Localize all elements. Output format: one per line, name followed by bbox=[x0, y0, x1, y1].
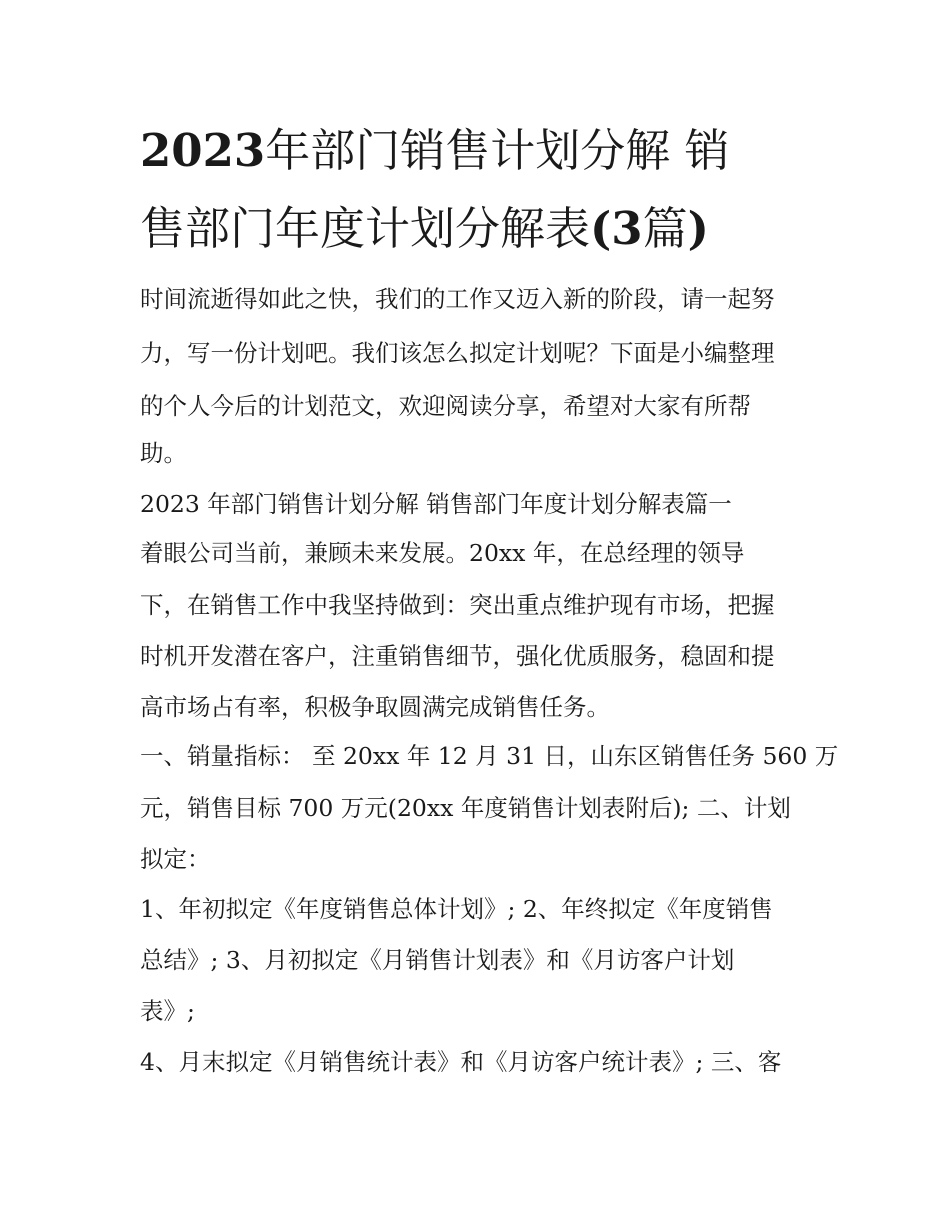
title-close-paren: ) bbox=[687, 202, 709, 255]
title-line-2-text: 售部门年度计划分解表 bbox=[140, 202, 591, 255]
title-line-1 bbox=[140, 112, 820, 190]
body-line: 高市场占有率，积极争取圆满完成销售任务。 bbox=[140, 693, 610, 721]
title-line-2 bbox=[140, 190, 820, 268]
body-line: 总结》; 3、月初拟定《月销售计划表》和《月访客户计划 bbox=[140, 946, 735, 974]
body-line: 着眼公司当前，兼顾未来发展。20xx 年，在总经理的领导 bbox=[140, 539, 745, 567]
title-line-1-text: 年部门销售计划分解 销 bbox=[265, 124, 730, 177]
body-line: 拟定： bbox=[140, 845, 211, 873]
body-line: 下，在销售工作中我坚持做到：突出重点维护现有市场，把握 bbox=[140, 591, 775, 619]
body-line: 元，销售目标 700 万元(20xx 年度销售计划表附后); 二、计划 bbox=[140, 794, 791, 822]
body-line: 助。 bbox=[140, 439, 187, 467]
body-line: 一、销量指标： 至 20xx 年 12 月 31 日，山东区销售任务 560 万 bbox=[140, 742, 839, 770]
title-paren-count: (3 bbox=[590, 202, 643, 255]
body-line: 表》; bbox=[140, 997, 195, 1025]
body-line: 1、年初拟定《年度销售总体计划》; 2、年终拟定《年度销售 bbox=[140, 895, 773, 923]
body-line: 的个人今后的计划范文，欢迎阅读分享，希望对大家有所帮 bbox=[140, 392, 751, 420]
body-line: 力，写一份计划吧。我们该怎么拟定计划呢？下面是小编整理 bbox=[140, 339, 775, 367]
body-line: 4、月末拟定《月销售统计表》和《月访客户统计表》; 三、客 bbox=[140, 1048, 782, 1076]
title-piece-char: 篇 bbox=[642, 202, 688, 255]
section-heading: 2023 年部门销售计划分解 销售部门年度计划分解表篇一 bbox=[140, 490, 732, 518]
title-year: 2023 bbox=[140, 124, 266, 177]
body-line: 时机开发潜在客户，注重销售细节，强化优质服务，稳固和提 bbox=[140, 642, 775, 670]
body-line: 时间流逝得如此之快，我们的工作又迈入新的阶段，请一起努 bbox=[140, 285, 775, 313]
document-title bbox=[140, 112, 820, 268]
